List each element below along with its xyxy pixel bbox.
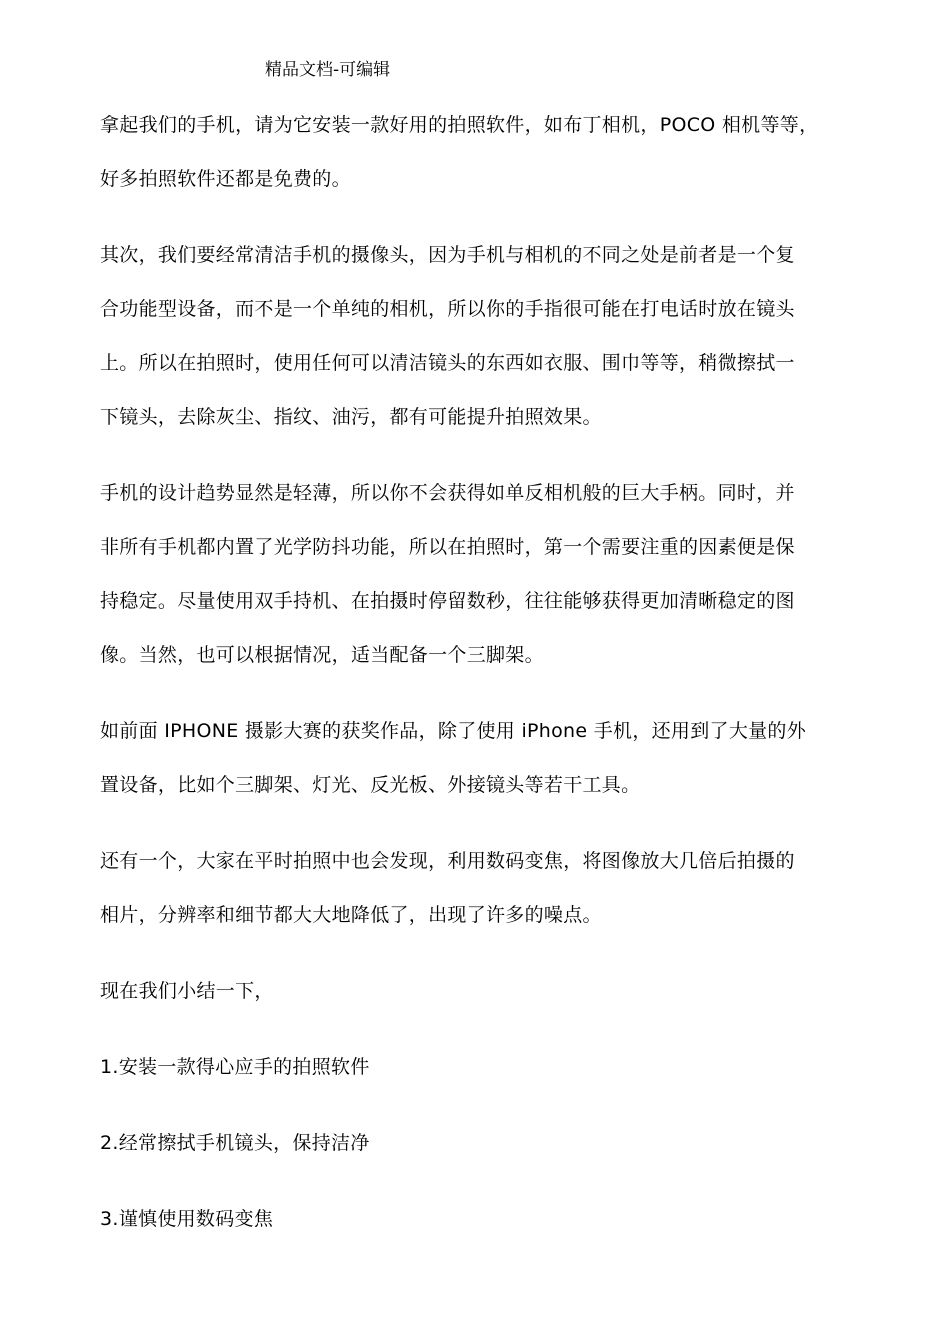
text-line: 还有一个，大家在平时拍照中也会发现，利用数码变焦，将图像放大几倍后拍摄的 — [100, 850, 795, 872]
paragraph-1 — [100, 98, 870, 206]
paragraph-4 — [100, 704, 870, 812]
summary-list-item-3: 3.谨慎使用数码变焦 — [100, 1208, 274, 1230]
text-line: 现在我们小结一下， — [100, 980, 274, 1002]
paragraph-3 — [100, 466, 870, 682]
text-line: 置设备，比如个三脚架、灯光、反光板、外接镜头等若干工具。 — [100, 774, 641, 796]
summary-list-item-1: 1.安装一款得心应手的拍照软件 — [100, 1056, 370, 1078]
document-header-label: 精品文档-可编辑 — [265, 60, 391, 80]
paragraph-2 — [100, 228, 870, 444]
text-line: 如前面 IPHONE 摄影大赛的获奖作品，除了使用 iPhone 手机，还用到了大量的外 — [100, 720, 807, 742]
text-line: 其次，我们要经常清洁手机的摄像头，因为手机与相机的不同之处是前者是一个复 — [100, 244, 795, 266]
text-line: 像。当然，也可以根据情况，适当配备一个三脚架。 — [100, 644, 544, 666]
text-line: 合功能型设备，而不是一个单纯的相机，所以你的手指很可能在打电话时放在镜头 — [100, 298, 795, 320]
paragraph-6 — [100, 964, 870, 1018]
text-line: 持稳定。尽量使用双手持机、在拍摄时停留数秒，往往能够获得更加清晰稳定的图 — [100, 590, 795, 612]
summary-list-item-2: 2.经常擦拭手机镜头，保持洁净 — [100, 1132, 370, 1154]
text-line: 手机的设计趋势显然是轻薄，所以你不会获得如单反相机般的巨大手柄。同时，并 — [100, 482, 795, 504]
text-line: 拿起我们的手机，请为它安装一款好用的拍照软件，如布丁相机，POCO 相机等等， — [100, 114, 819, 136]
text-line: 相片，分辨率和细节都大大地降低了，出现了许多的噪点。 — [100, 904, 602, 926]
paragraph-5 — [100, 834, 870, 942]
text-line: 好多拍照软件还都是免费的。 — [100, 168, 351, 190]
document-body — [100, 98, 870, 1246]
text-line: 上。所以在拍照时，使用任何可以清洁镜头的东西如衣服、围巾等等，稍微擦拭一 — [100, 352, 795, 374]
text-line: 下镜头，去除灰尘、指纹、油污，都有可能提升拍照效果。 — [100, 406, 602, 428]
text-line: 非所有手机都内置了光学防抖功能，所以在拍照时，第一个需要注重的因素便是保 — [100, 536, 795, 558]
